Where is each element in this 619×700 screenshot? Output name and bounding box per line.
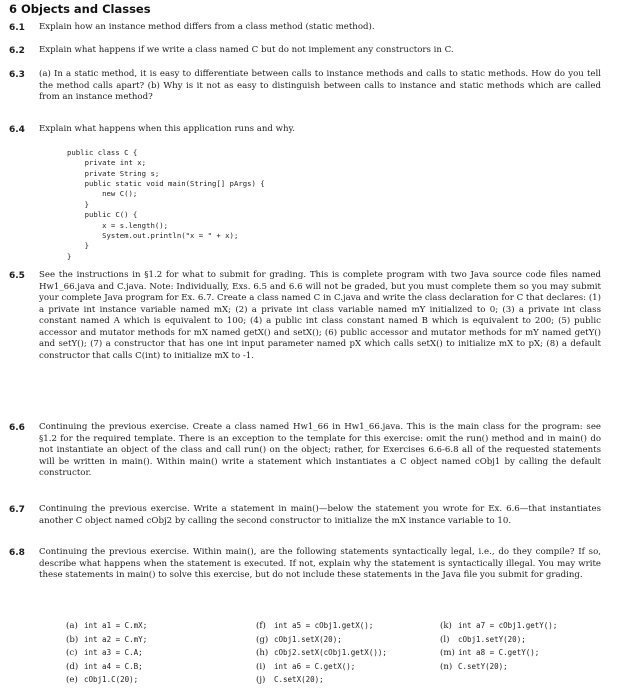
exercise-6-5 bbox=[9, 270, 601, 362]
option-label: (l) bbox=[440, 634, 450, 645]
exercise-6-2 bbox=[9, 45, 601, 57]
option-code: cObj2.setX(cObj1.getX()); bbox=[274, 648, 387, 658]
option-item bbox=[66, 620, 147, 634]
option-label: (m) bbox=[440, 648, 455, 659]
option-item bbox=[256, 647, 387, 661]
exercise-6-8 bbox=[9, 547, 601, 582]
option-label: (n) bbox=[440, 661, 453, 672]
option-item bbox=[66, 674, 147, 688]
options-column-3 bbox=[440, 620, 557, 674]
option-code: int a1 = C.mX; bbox=[84, 621, 148, 630]
exercise-6-6 bbox=[9, 422, 601, 480]
option-code: int a2 = C.mY; bbox=[84, 634, 148, 644]
option-code: int a6 = C.getX(); bbox=[274, 661, 356, 671]
option-label: (d) bbox=[66, 661, 79, 672]
exercise-text: (a) In a static method, it is easy to differentiate between calls to instance methods and calls to static methods. How do you tell the method calls apart? (b) Why is it not as easy to distinguish between calls to instance and static methods which are called from an instance method? bbox=[39, 69, 601, 103]
option-item bbox=[440, 620, 557, 634]
option-code: cObj1.C(20); bbox=[84, 675, 139, 685]
exercise-number: 6.2 bbox=[9, 46, 25, 56]
option-item bbox=[256, 661, 387, 675]
exercise-text: See the instructions in §1.2 for what to submit for grading. This is complete program with two Java source code files named Hw1_66.java and C.java. Note: Individually, Exs. 6.5 and 6.6 will not be graded, but you must complete them so you may submit your complete Java program for Ex. 6.7. Create a class named C in C.java and write the class declaration for C that declares: (1) a private int instance variable named mX; (2) a private int class variable named mY initialized to 0; (3) a private int class constant named A which is equivalent to 100; (4) a public int class constant named B which is equivalent to 200; (5) public accessor and mutator methods for mX named getX() and setX(); (6) public accessor and mutator methods for mY named getY() and setY(); (7) a constructor that has one int input parameter named pX which calls setX() to initialize mX to pX; (8) a default constructor that calls C(int) to initialize mX to -1. bbox=[39, 270, 601, 361]
exercise-text: Continuing the previous exercise. Write a statement in main()—below the statement you wrote for Ex. 6.6—that instantiates another C object named cObj2 by calling the second constructor to initialize the mX instance variable to 10. bbox=[39, 504, 601, 526]
exercise-6-4 bbox=[9, 124, 601, 136]
exercise-text: Explain what happens when this application runs and why. bbox=[39, 124, 295, 134]
option-label: (j) bbox=[256, 675, 266, 686]
option-code: cObj1.setY(20); bbox=[458, 634, 526, 644]
exercise-number: 6.8 bbox=[9, 548, 25, 558]
option-label: (c) bbox=[66, 648, 78, 659]
option-item bbox=[256, 634, 387, 648]
option-label: (a) bbox=[66, 621, 78, 631]
option-item bbox=[66, 634, 147, 648]
option-item bbox=[66, 647, 147, 661]
option-label: (e) bbox=[66, 675, 78, 686]
section-title: 6 Objects and Classes bbox=[9, 2, 151, 16]
option-item bbox=[256, 674, 387, 688]
option-item bbox=[440, 661, 557, 675]
option-code: int a7 = cObj1.getY(); bbox=[458, 621, 558, 630]
option-label: (f) bbox=[256, 621, 266, 631]
exercise-number: 6.4 bbox=[9, 125, 25, 135]
option-label: (g) bbox=[256, 634, 269, 645]
option-item bbox=[440, 634, 557, 648]
exercise-6-3 bbox=[9, 69, 601, 104]
option-code: int a4 = C.B; bbox=[84, 661, 143, 671]
options-column-2 bbox=[256, 620, 387, 688]
exercise-text: Continuing the previous exercise. Create a class named Hw1_66 in Hw1_66.java. This is the main class for the program: see §1.2 for the required template. There is an exception to the template for this exercise: omit the run() method and in main() do not instantiate an object of the class and call run() on the object; rather, for Exercises 6.6-6.8 all of the requested statements will be written in main(). Within main() write a statement which instantiates a C object named cObj1 by calling the default constructor. bbox=[39, 422, 601, 479]
exercise-text: Explain what happens if we write a class named C but do not implement any constructors in C. bbox=[39, 45, 454, 55]
option-item bbox=[66, 661, 147, 675]
option-code: C.setY(20); bbox=[458, 661, 508, 671]
option-code: int a3 = C.A; bbox=[84, 648, 143, 658]
exercise-6-7 bbox=[9, 504, 601, 527]
exercise-text: Continuing the previous exercise. Within main(), are the following statements syntactically legal, i.e., do they compile? If so, describe what happens when the statement is executed. If not, explain why the statement is syntactically illegal. You may write these statements in main() to solve this exercise, but do not include these statements in the Java file you submit for grading. bbox=[39, 547, 601, 581]
option-label: (k) bbox=[440, 621, 452, 631]
code-listing: public class C { private int x; private String s; public static void main(String[] pArgs) { new C(); } public C() { x = s.length(); System.out.println("x = " + x); } } bbox=[67, 148, 265, 261]
exercise-text: Explain how an instance method differs from a class method (static method). bbox=[39, 22, 375, 32]
option-item bbox=[256, 620, 387, 634]
option-label: (h) bbox=[256, 648, 269, 659]
option-code: int a5 = cObj1.getX(); bbox=[274, 621, 374, 630]
option-code: C.setX(20); bbox=[274, 675, 324, 685]
option-code: cObj1.setX(20); bbox=[274, 634, 342, 644]
option-label: (b) bbox=[66, 634, 79, 645]
exercise-number: 6.7 bbox=[9, 505, 25, 515]
exercise-number: 6.6 bbox=[9, 423, 25, 433]
options-column-1 bbox=[66, 620, 147, 688]
exercise-6-1 bbox=[9, 22, 601, 34]
option-code: int a8 = C.getY(); bbox=[458, 648, 540, 658]
exercise-number: 6.3 bbox=[9, 70, 25, 80]
exercise-number: 6.5 bbox=[9, 271, 25, 281]
option-item bbox=[440, 647, 557, 661]
exercise-number: 6.1 bbox=[9, 23, 25, 33]
option-label: (i) bbox=[256, 661, 266, 672]
